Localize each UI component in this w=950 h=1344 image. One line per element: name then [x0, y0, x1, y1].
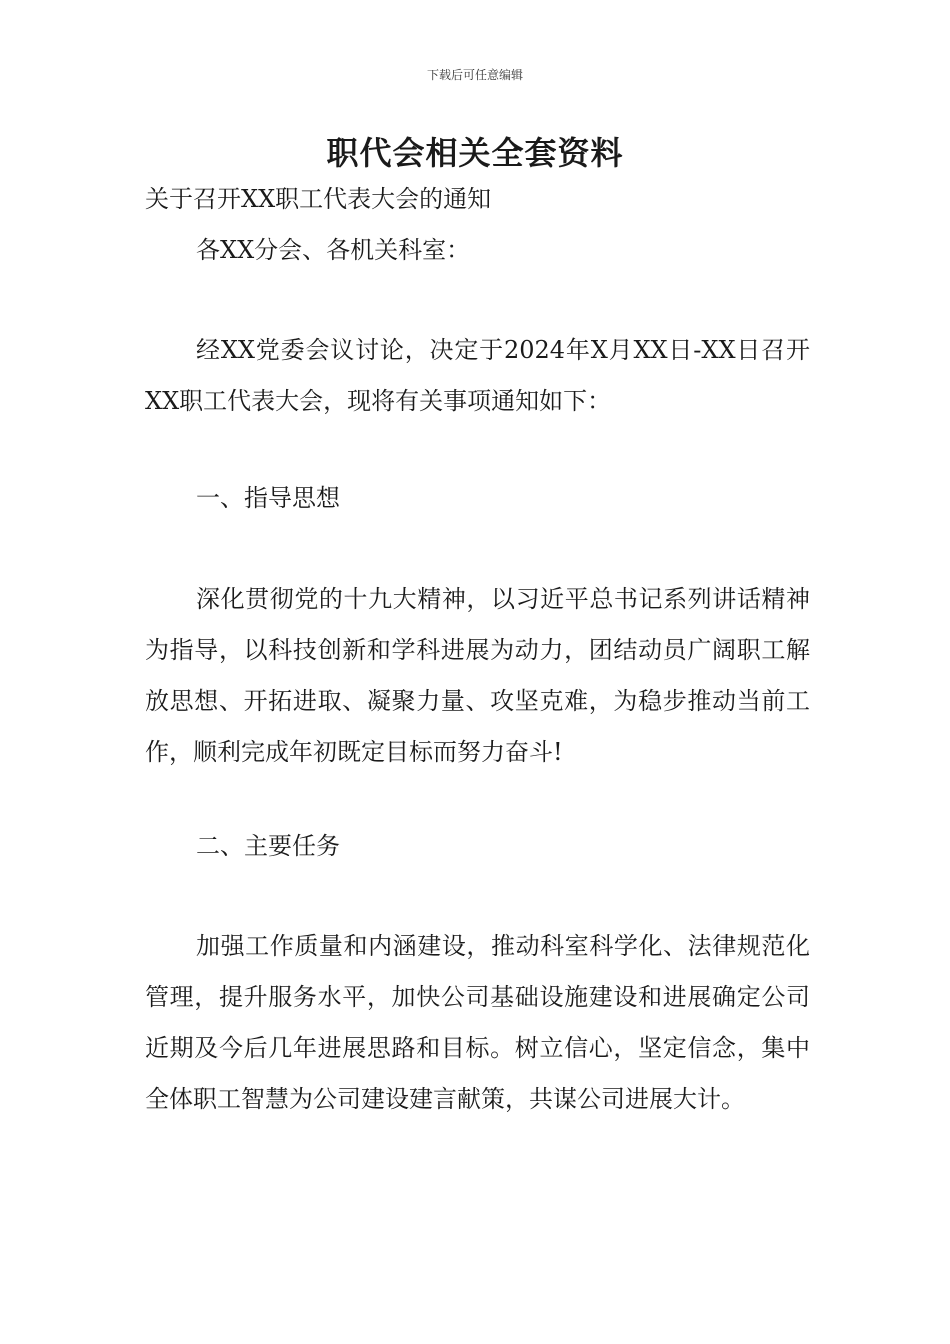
document-title: 职代会相关全套资料: [326, 134, 624, 172]
section-heading-2: 二、主要任务: [196, 832, 340, 860]
section-heading-1: 一、指导思想: [196, 484, 340, 512]
section-body-1: 深化贯彻党的十九大精神，以习近平总书记系列讲话精神为指导，以科技创新和学科进展为动力，团结动员广阔职工解放思想、开拓进取、凝聚力量、攻坚克难，为稳步推动当前工作，顺利完成年初既定目标而努力奋斗!: [145, 585, 810, 766]
header-note: 下载后可任意编辑: [426, 68, 523, 82]
salutation: 各XX分会、各机关科室：: [196, 236, 471, 264]
intro-paragraph: 经XX党委会议讨论，决定于2024年X月XX日-XX日召开XX职工代表大会，现将有关事项通知如下：: [145, 336, 810, 415]
notice-title: 关于召开XX职工代表大会的通知: [145, 185, 492, 213]
section-body-2: 加强工作质量和内涵建设，推动科室科学化、法律规范化管理，提升服务水平，加快公司基础设施建设和进展确定公司近期及今后几年进展思路和目标。树立信心，坚定信念，集中全体职工智慧为公司建设建言献策，共谋公司进展大计。: [145, 932, 810, 1113]
